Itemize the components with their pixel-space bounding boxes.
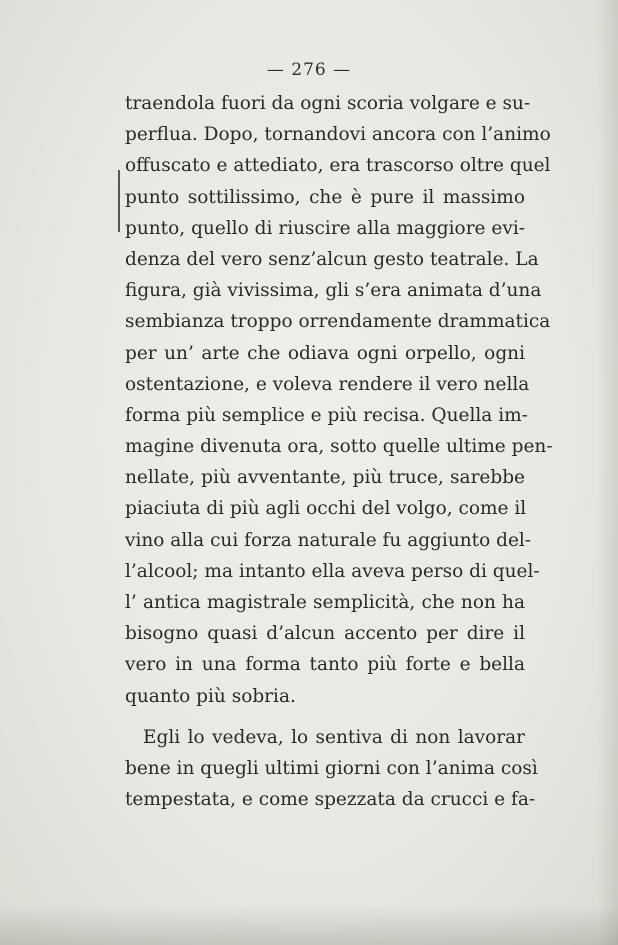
page-number: — 276 — <box>266 60 352 80</box>
paragraph-gap <box>125 712 525 722</box>
text-line: perflua. Dopo, tornandovi ancora con l’animo <box>125 124 551 146</box>
text-line: sembianza troppo orrendamente drammatica <box>125 311 551 333</box>
text-line: vino alla cui forza naturale fu aggiunto del- <box>125 529 532 551</box>
text-line: ostentazione, e voleva rendere il vero nella <box>125 373 530 395</box>
text-line: l’ antica magistrale semplicità, che non ha <box>125 592 525 613</box>
text-line: Egli lo vedeva, lo sentiva di non lavorar <box>143 726 525 748</box>
text-line: forma più semplice e più recisa. Quella im- <box>125 404 528 426</box>
text-line: bene in quegli ultimi giorni con l’anima così <box>125 757 538 779</box>
text-line: bisogno quasi d’alcun accento per dire il <box>125 623 525 645</box>
text-line: vero in una forma tanto più forte e bella <box>125 654 525 676</box>
text-line: per un’ arte che odiava ogni orpello, ogni <box>125 342 525 364</box>
text-line: tempestata, e come spezzata da crucci e fa- <box>125 789 536 811</box>
body-text <box>125 88 553 815</box>
text-line: punto sottilissimo, che è pure il massimo <box>125 186 525 208</box>
page-bottom-shadow <box>0 905 618 945</box>
text-line: denza del vero senz’alcun gesto teatrale. La <box>125 248 539 270</box>
text-line: traendola fuori da ogni scoria volgare e su- <box>125 93 531 114</box>
page-edge-shadow <box>596 0 618 945</box>
text-line: l’alcool; ma intanto ella aveva perso di quel- <box>125 560 540 582</box>
text-line: magine divenuta ora, sotto quelle ultime pen- <box>125 436 553 458</box>
text-line: punto, quello di riuscire alla maggiore evi- <box>125 217 525 239</box>
text-line: quanto più sobria. <box>125 685 296 707</box>
text-line: nellate, più avventante, più truce, sarebbe <box>125 467 525 489</box>
text-line: piaciuta di più agli occhi del volgo, come il <box>125 498 527 520</box>
text-line: offuscato e attediato, era trascorso oltre quel <box>125 155 551 177</box>
text-line: figura, già vivissima, gli s’era animata d’una <box>125 280 542 302</box>
margin-pencil-mark <box>118 170 120 232</box>
